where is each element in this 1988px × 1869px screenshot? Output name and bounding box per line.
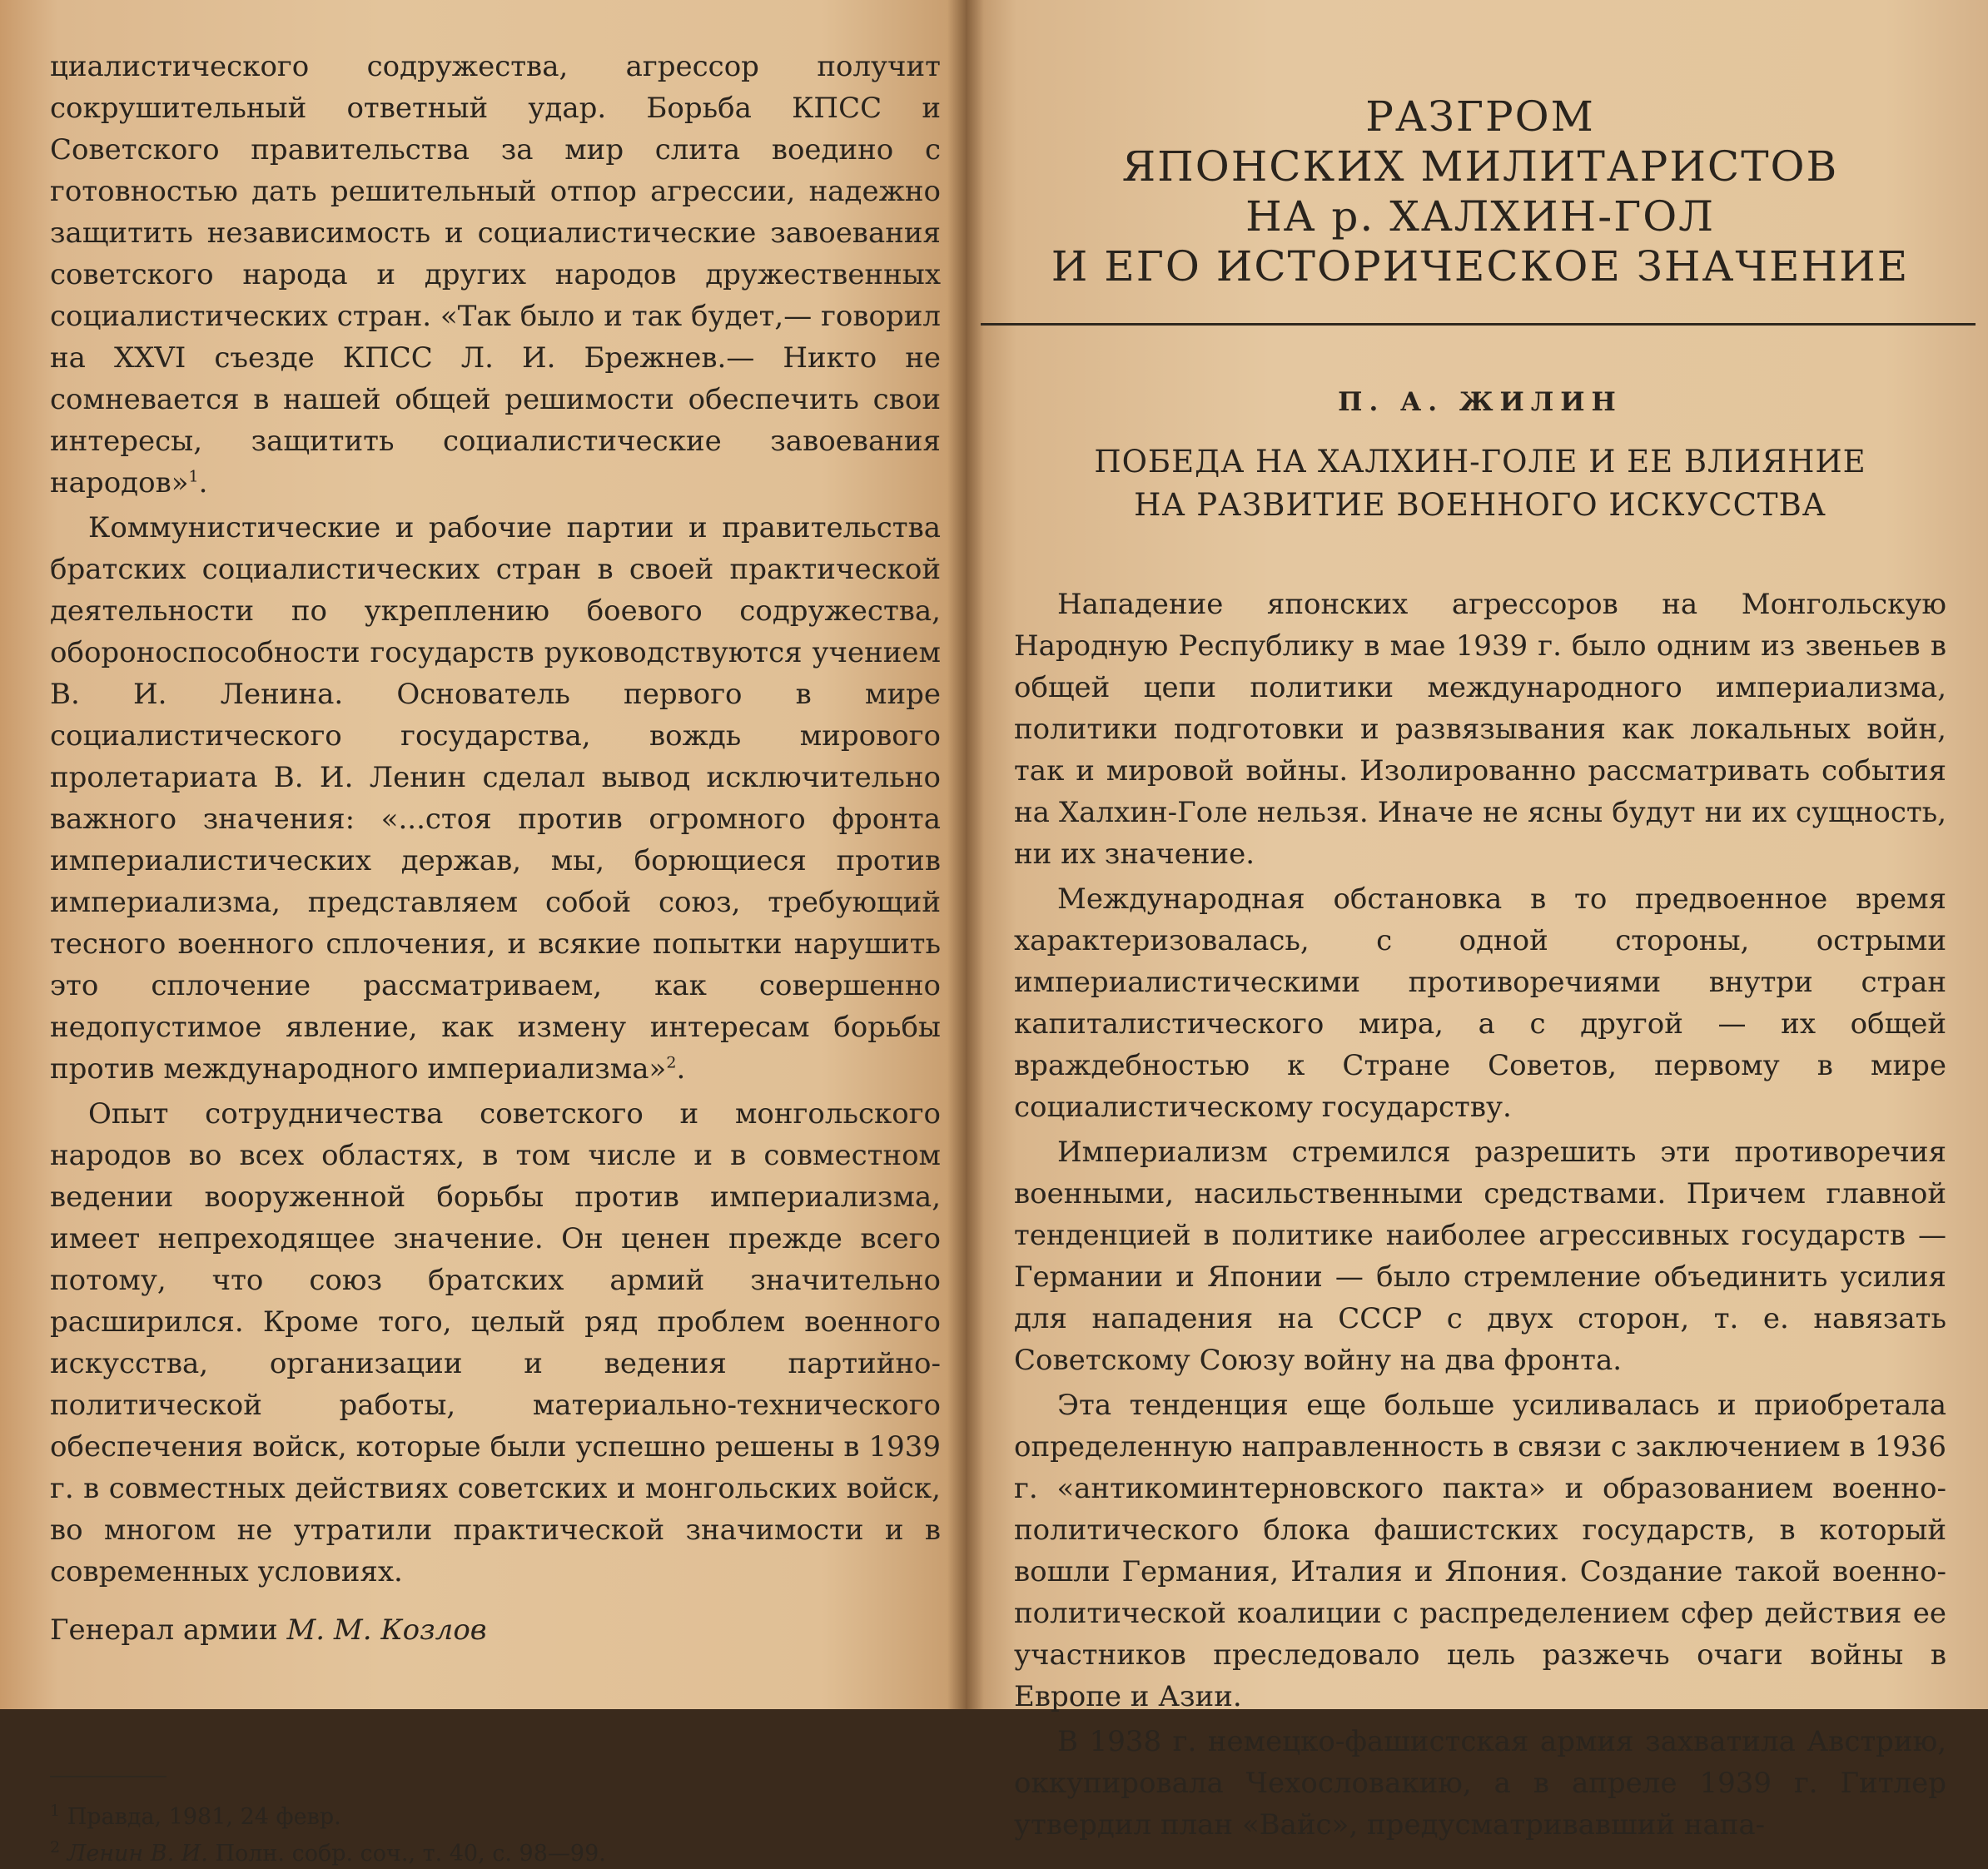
footnote-1: $^1$ Правда, 1981, 24 февр. <box>50 1802 341 1830</box>
title-divider <box>981 323 1976 326</box>
chapter-title: РАЗГРОМ ЯПОНСКИХ МИЛИТАРИСТОВ НА р. ХАЛХИН-ГОЛ И ЕГО ИСТОРИЧЕСКОЕ ЗНАЧЕНИЕ <box>1051 92 1910 291</box>
signature-rank: Генерал армии <box>50 1613 278 1647</box>
article-author: П. А. ЖИЛИН <box>1338 387 1623 417</box>
right-paragraph-1: Нападение японских агрессоров на Монгольскую Народную Республику в мае 1939 г. было одним из звеньев в общей цепи политики международного империализма, политики подготовки и развязывания как локальных войн, так и мировой войны. Изолированно рассматривать события на Халхин-Голе нельзя. Иначе не ясны будут ни их сущность, ни их значение. <box>1014 588 1946 871</box>
right-page-body <box>1014 584 1946 1846</box>
book-gutter <box>947 0 984 1709</box>
right-paragraph-2: Международная обстановка в то предвоенное время характеризовалась, с одной стороны, острыми империалистическими противоречиями внутри стран капиталистического мира, а с другой — их общей враждебностью к Стране Советов, первому в мире социалистическому государству. <box>1014 882 1946 1124</box>
article-title: ПОБЕДА НА ХАЛХИН-ГОЛЕ И ЕЕ ВЛИЯНИЕ НА РАЗВИТИЕ ВОЕННОГО ИСКУССТВА <box>1094 444 1866 523</box>
footnote-2: $^2$ Ленин В. И. Полн. собр. соч., т. 40, с. 98—99. <box>50 1838 606 1867</box>
footnotes <box>50 1796 941 1869</box>
left-page-body <box>50 46 941 1593</box>
left-paragraph-1: циалистического содружества, агрессор получит сокрушительный ответный удар. Борьба КПСС и Советского правительства за мир слита воедино с готовностью дать решительный отпор агрессии, надежно защитить независимость и социалистические завоевания советского народа и других народов дружественных социалистических стран. «Так было и так будет,— говорил на XXVI съезде КПСС Л. И. Брежнев.— Никто не сомневается в нашей общей решимости обеспечить свои интересы, защитить социалистические завоевания народов»$^1$. <box>50 50 941 500</box>
signature-name: М. М. Козлов <box>286 1613 487 1647</box>
right-page <box>966 0 1988 1842</box>
footnote-divider <box>50 1776 166 1777</box>
left-paragraph-2: Коммунистические и рабочие партии и правительства братских социалистических стран в своей практической деятельности по укреплению боевого содружества, обороноспособности государств руководствуются учением В. И. Ленина. Основатель первого в мире социалистического государства, вождь мирового пролетариата В. И. Ленин сделал вывод исключительно важного значения: «...стоя против огромного фронта империалистических держав, мы, борющиеся против империализма, представляем собой союз, требующий тесного военного сплочения, и всякие попытки нарушить это сплочение рассматриваем, как совершенно недопустимое явление, как измену интересам борьбы против международного империализма»$^2$. <box>50 511 941 1086</box>
right-paragraph-5: В 1938 г. немецко-фашистская армия захватила Австрию, оккупировала Чехословакию, а в апреле 1939 г. Гитлер утвердил план «Вайс», предусматривавший напа- <box>1014 1725 1946 1842</box>
right-paragraph-3: Империализм стремился разрешить эти противоречия военными, насильственными средствами. Причем главной тенденцией в политике наиболее агрессивных государств — Германии и Японии — было стремление объединить усилия для нападения на СССР с двух сторон, т. е. навязать Советскому Союзу войну на два фронта. <box>1014 1136 1946 1377</box>
right-paragraph-4: Эта тенденция еще больше усиливалась и приобретала определенную направленность в связи с заключением в 1936 г. «антикоминтерновского пакта» и образованием военно-политического блока фашистских государств, в который вошли Германия, Италия и Япония. Создание такой военно-политической коалиции с распределением сфер действия ее участников преследовало цель разжечь очаги войны в Европе и Азии. <box>1014 1389 1946 1713</box>
signature <box>50 1609 941 1651</box>
left-paragraph-3: Опыт сотрудничества советского и монгольского народов во всех областях, в том числе и в совместном ведении вооруженной борьбы против империализма, имеет непреходящее значение. Он ценен прежде всего потому, что союз братских армий значительно расширился. Кроме того, целый ряд проблем военного искусства, организации и ведения партийно-политической работы, материально-технического обеспечения войск, которые были успешно решены в 1939 г. в совместных действиях советских и монгольских войск, во многом не утратили практической значимости и в современных условиях. <box>50 1097 941 1588</box>
footnote-marker-2: 2 <box>666 1053 677 1072</box>
footnote-marker-1: 1 <box>188 467 199 486</box>
left-page <box>0 0 966 1867</box>
